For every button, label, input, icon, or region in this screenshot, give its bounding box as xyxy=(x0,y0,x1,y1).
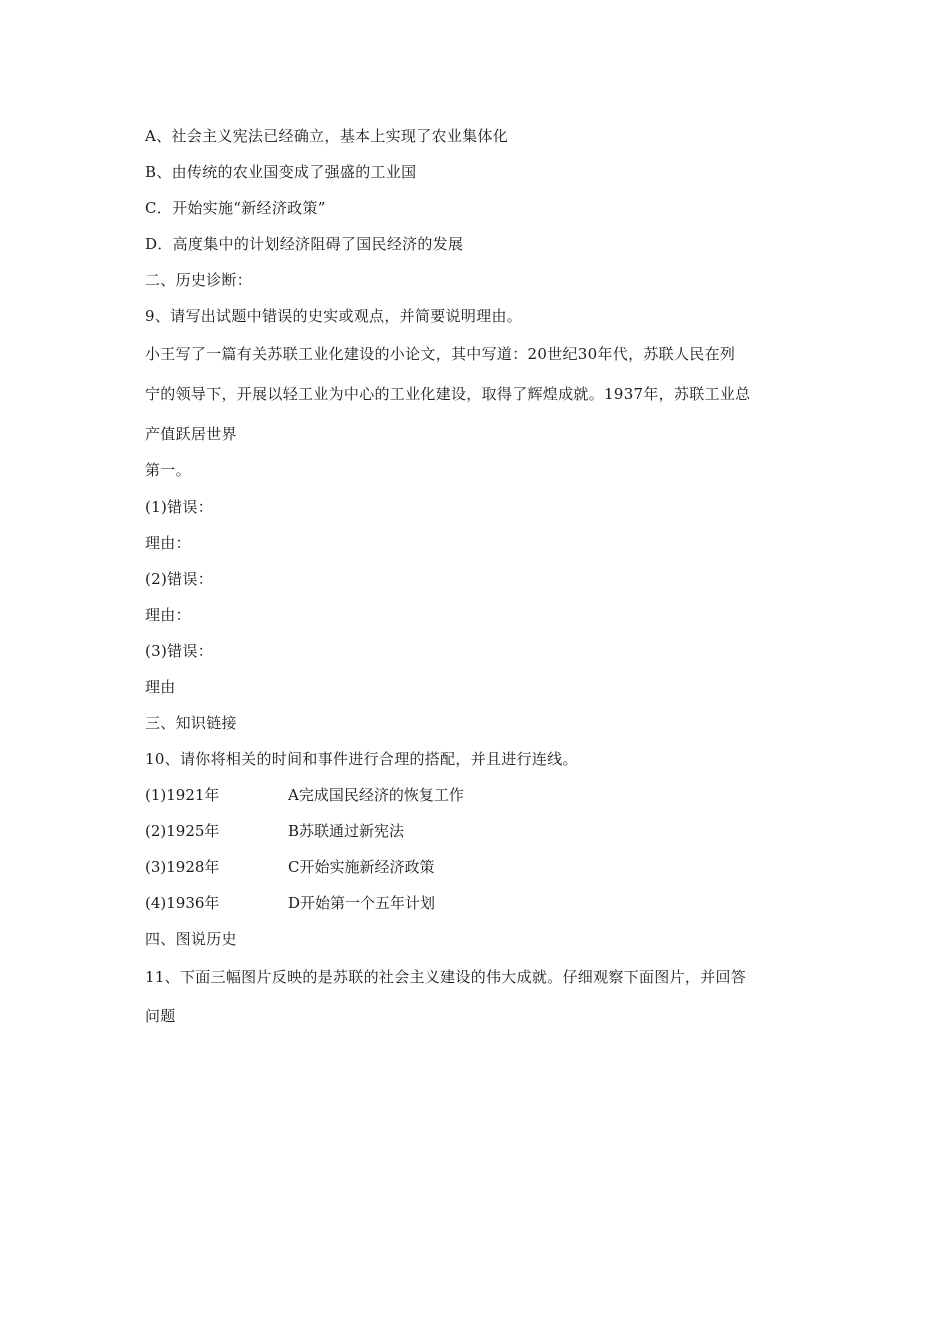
match-year-3: (3)1928年 xyxy=(145,858,220,876)
reason-3-label: 理由 xyxy=(145,678,176,696)
match-event-c: C开始实施新经济政策 xyxy=(288,858,435,876)
question-11-line-2: 问题 xyxy=(145,1007,176,1025)
option-a: A、社会主义宪法已经确立，基本上实现了农业集体化 xyxy=(145,127,509,145)
section-heading-diagnosis: 二、历史诊断： xyxy=(145,271,253,289)
reason-2-label: 理由： xyxy=(145,606,191,624)
option-d: D．高度集中的计划经济阻碍了国民经济的发展 xyxy=(145,235,464,253)
question-11-line-1: 11、下面三幅图片反映的是苏联的社会主义建设的伟大成就。仔细观察下面图片，并回答 xyxy=(145,968,747,986)
error-1-label: (1)错误： xyxy=(145,498,214,516)
error-2-label: (2)错误： xyxy=(145,570,214,588)
passage-line-3: 产值跃居世界 xyxy=(145,425,237,443)
match-event-d: D开始第一个五年计划 xyxy=(288,894,436,912)
match-event-b: B苏联通过新宪法 xyxy=(288,822,405,840)
match-event-a: A完成国民经济的恢复工作 xyxy=(288,786,464,804)
error-3-label: (3)错误： xyxy=(145,642,214,660)
question-10: 10、请你将相关的时间和事件进行合理的搭配，并且进行连线。 xyxy=(145,750,578,768)
question-9: 9、请写出试题中错误的史实或观点，并简要说明理由。 xyxy=(145,307,523,325)
section-heading-picture-history: 四、图说历史 xyxy=(145,930,237,948)
match-year-2: (2)1925年 xyxy=(145,822,220,840)
reason-1-label: 理由： xyxy=(145,534,191,552)
option-b: B、由传统的农业国变成了强盛的工业国 xyxy=(145,163,417,181)
match-year-1: (1)1921年 xyxy=(145,786,220,804)
passage-line-1: 小王写了一篇有关苏联工业化建设的小论文，其中写道：20世纪30年代，苏联人民在列 xyxy=(145,345,736,363)
passage-line-4: 第一。 xyxy=(145,461,191,479)
option-c: C．开始实施“新经济政策” xyxy=(145,199,326,217)
section-heading-knowledge-link: 三、知识链接 xyxy=(145,714,237,732)
passage-line-2: 宁的领导下，开展以轻工业为中心的工业化建设，取得了辉煌成就。1937年，苏联工业总 xyxy=(145,385,751,403)
match-year-4: (4)1936年 xyxy=(145,894,220,912)
